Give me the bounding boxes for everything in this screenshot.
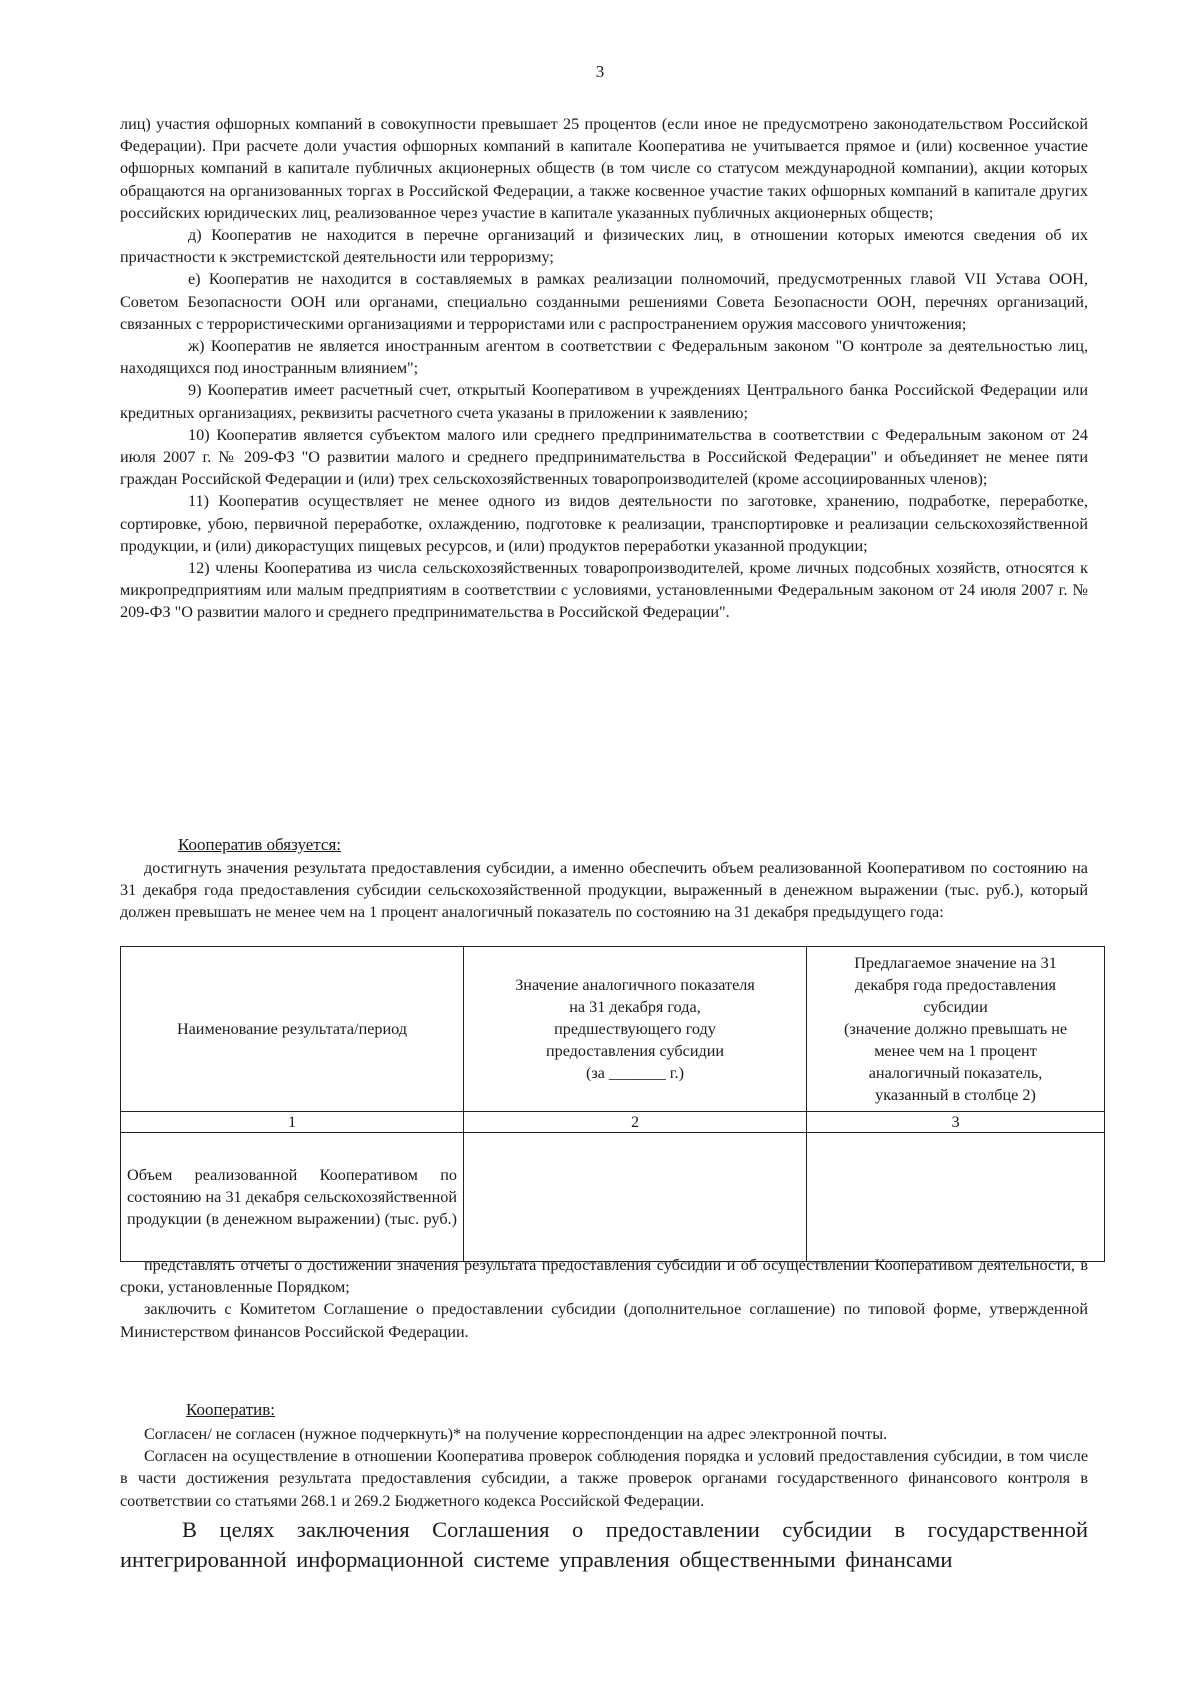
result-table (120, 946, 1105, 1262)
header-col2-line: предшествующего году (554, 1020, 716, 1038)
cooperative-block (120, 1423, 1088, 1575)
header-result-name: Наименование результата/период (121, 947, 464, 1112)
after-table-block (120, 1254, 1088, 1343)
paragraph-10: 10) Кооператив является субъектом малого или среднего предпринимательства в соответствии с Федеральным законом от 24 июля 2007 г. № 209-ФЗ "О развитии малого и среднего предпринимательства в Российской Федерации" и объединяет не менее пяти граждан Российской Федерации и (или) трех сельскохозяйственных товаропроизводителей (кроме ассоциированных членов); (120, 425, 1088, 489)
paragraph-zh: ж) Кооператив не является иностранным агентом в соответствии с Федеральным законом "О контроле за деятельностью лиц, находящихся под иностранным влиянием"; (120, 337, 1088, 378)
table-row (121, 1133, 1105, 1262)
paragraph-d: д) Кооператив не находится в перечне организаций и физических лиц, в отношении которых имеются сведения об их причастности к экстремистской деятельности или терроризму; (120, 226, 1088, 267)
header-col2-line: Значение аналогичного показателя (515, 976, 755, 994)
header-proposed-value (807, 947, 1105, 1112)
consent-email: Согласен/ не согласен (нужное подчеркнуть)* на получение корреспонденции на адрес электронной почты. (144, 1425, 888, 1443)
header-col3-line: указанный в столбце 2) (875, 1086, 1036, 1104)
header-col3-line: декабря года предоставления (855, 976, 1056, 994)
paragraph-e: е) Кооператив не находится в составляемых в рамках реализации полномочий, предусмотренных главой VII Устава ООН, Советом Безопасности ООН или органами, специально созданными решениями Совета Безопасности ООН, перечнях организаций, связанных с террористическими организациями и террористами или с распространением оружия массового уничтожения; (120, 270, 1088, 333)
column-number: 2 (464, 1112, 807, 1133)
column-number: 3 (807, 1112, 1105, 1133)
paragraph-agreement: заключить с Комитетом Соглашение о предоставлении субсидии (дополнительное соглашение) по типовой форме, утвержденной Министерством финансов Российской Федерации. (120, 1300, 1088, 1341)
consent-checks: Согласен на осуществление в отношении Кооператива проверок соблюдения порядка и условий предоставления субсидии, в том числе в части достижения результата предоставления субсидии, а также проверок органами государственного финансового контроля в соответствии со статьями 268.1 и 269.2 Бюджетного кодекса Российской Федерации. (120, 1447, 1088, 1510)
row-proposed-value-cell[interactable] (807, 1133, 1105, 1262)
conditions-list (120, 113, 1088, 624)
header-col3-line: субсидии (923, 998, 988, 1016)
paragraph-12: 12) члены Кооператива из числа сельскохозяйственных товаропроизводителей, кроме личных подсобных хозяйств, относятся к микропредприятиям или малым предприятиям в соответствии с условиями, установленными Федеральным законом от 24 июля 2007 г. № 209-ФЗ "О развитии малого и среднего предпринимательства в Российской Федерации". (120, 559, 1088, 622)
table-column-numbers (121, 1112, 1105, 1133)
paragraph-11: 11) Кооператив осуществляет не менее одного из видов деятельности по заготовке, хранению, подработке, переработке, сортировке, убою, первичной переработке, охлаждению, подготовке к реализации, транспортировке и реализации сельскохозяйственной продукции, и (или) дикорастущих пищевых ресурсов, и (или) продуктов переработки указанной продукции; (120, 492, 1088, 555)
paragraph-offshore: лиц) участия офшорных компаний в совокупности превышает 25 процентов (если иное не предусмотрено законодательством Российской Федерации). При расчете доли участия офшорных компаний в капитале Кооператива не учитывается прямое и (или) косвенное участие офшорных компаний в капитале публичных акционерных обществ (в том числе со статусом международной компании), акции которых обращаются на организованных торгах в Российской Федерации, а также косвенное участие таких офшорных компаний в капитале других российских юридических лиц, реализованное через участие в капитале указанных публичных акционерных обществ; (120, 115, 1088, 222)
column-number: 1 (121, 1112, 464, 1133)
header-col3-line: аналогичный показатель, (868, 1064, 1043, 1082)
row-previous-value-cell[interactable] (464, 1133, 807, 1262)
header-col3-line: (значение должно превышать не (843, 1020, 1068, 1038)
obligations-heading: Кооператив обязуется: (178, 835, 341, 854)
cooperative-heading: Кооператив: (186, 1400, 276, 1419)
final-paragraph: В целях заключения Соглашения о предоставлении субсидии в государственной интегрированной информационной системе управления общественными финансами (120, 1516, 1088, 1572)
row-label: Объем реализованной Кооперативом по состоянию на 31 декабря сельскохозяйственной продукции (в денежном выражении) (тыс. руб.) (121, 1133, 464, 1262)
header-col2-line: предоставления субсидии (545, 1042, 725, 1060)
obligations-intro: достигнуть значения результата предоставления субсидии, а именно обеспечить объем реализованной Кооперативом по состоянию на 31 декабря года предоставления субсидии сельскохозяйственной продукции, выраженный в денежном выражении (тыс. руб.), который должен превышать не менее чем на 1 процент аналогичный показатель по состоянию на 31 декабря предыдущего года: (120, 859, 1088, 922)
paragraph-9: 9) Кооператив имеет расчетный счет, открытый Кооперативом в учреждениях Центрального банка Российской Федерации или кредитных организациях, реквизиты расчетного счета указаны в приложении к заявлению; (120, 381, 1088, 422)
header-col2-line: на 31 декабря года, (569, 998, 701, 1016)
table-header-row (121, 947, 1105, 1112)
page-number: 3 (595, 62, 605, 81)
header-col3-line: Предлагаемое значение на 31 (854, 954, 1057, 972)
header-col3-line: менее чем на 1 процент (874, 1042, 1037, 1060)
obligations-intro-block (120, 857, 1088, 924)
paragraph-reports: представлять отчеты о достижении значения результата предоставления субсидии и об осуществлении Кооперативом деятельности, в сроки, установленные Порядком; (120, 1256, 1088, 1297)
header-previous-value (464, 947, 807, 1112)
header-col2-line: (за _______ г.) (586, 1064, 684, 1082)
